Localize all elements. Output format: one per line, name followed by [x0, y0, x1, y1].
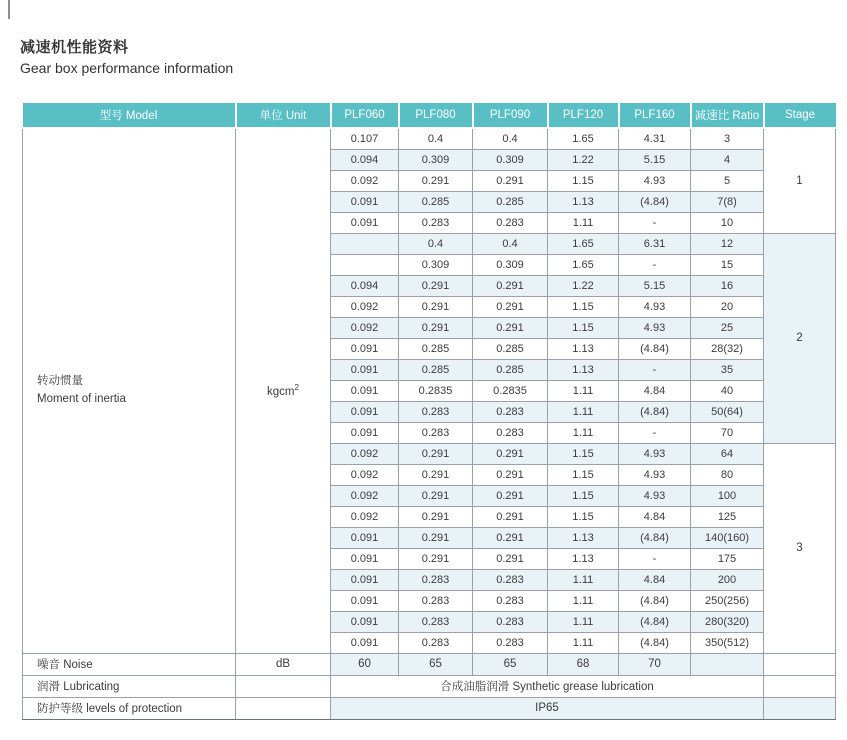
noise-unit: dB	[236, 653, 331, 675]
cell-plf120: 1.13	[548, 191, 619, 212]
cell-plf080: 0.291	[399, 548, 473, 569]
cell-plf120: 1.22	[548, 149, 619, 170]
cell-plf080: 0.2835	[399, 380, 473, 401]
cell-plf160: 4.93	[619, 296, 691, 317]
cell-plf090: 0.4	[473, 233, 548, 254]
header-cell-plf160: PLF160	[619, 103, 691, 128]
cell-plf060: 0.092	[331, 170, 399, 191]
cell-plf080: 0.291	[399, 506, 473, 527]
cell-plf160: 4.84	[619, 380, 691, 401]
cell-plf060: 0.092	[331, 443, 399, 464]
cell-plf160: 5.15	[619, 149, 691, 170]
cell-plf090: 0.283	[473, 611, 548, 632]
cell-plf080: 0.283	[399, 611, 473, 632]
lubricating-unit-empty	[236, 675, 331, 697]
cell-plf160: -	[619, 254, 691, 275]
cell-plf090: 0.283	[473, 590, 548, 611]
cell-plf160: (4.84)	[619, 191, 691, 212]
cell-plf090: 0.309	[473, 149, 548, 170]
cell-ratio: 175	[691, 548, 764, 569]
noise-value-plf120: 68	[548, 653, 619, 675]
cell-plf090: 0.283	[473, 569, 548, 590]
cell-plf080: 0.291	[399, 296, 473, 317]
cell-ratio: 35	[691, 359, 764, 380]
cell-plf120: 1.15	[548, 506, 619, 527]
cell-plf160: (4.84)	[619, 401, 691, 422]
cell-plf120: 1.13	[548, 359, 619, 380]
header-cell-unit: 单位 Unit	[236, 103, 331, 128]
cell-plf080: 0.4	[399, 128, 473, 149]
cell-ratio: 125	[691, 506, 764, 527]
cell-plf060: 0.094	[331, 275, 399, 296]
cell-ratio: 25	[691, 317, 764, 338]
cell-plf120: 1.13	[548, 548, 619, 569]
cell-plf160: (4.84)	[619, 527, 691, 548]
cell-ratio: 100	[691, 485, 764, 506]
cell-plf080: 0.285	[399, 338, 473, 359]
cell-plf090: 0.291	[473, 443, 548, 464]
unit-text: kgcm	[267, 386, 295, 399]
cell-ratio: 140(160)	[691, 527, 764, 548]
cell-ratio: 280(320)	[691, 611, 764, 632]
cell-plf080: 0.4	[399, 233, 473, 254]
cell-ratio: 64	[691, 443, 764, 464]
protection-stage-empty	[764, 697, 836, 719]
cell-ratio: 250(256)	[691, 590, 764, 611]
cell-plf120: 1.11	[548, 632, 619, 653]
cell-plf060: 0.091	[331, 401, 399, 422]
cell-plf060: 0.092	[331, 506, 399, 527]
cell-plf090: 0.291	[473, 317, 548, 338]
moment-of-inertia-label	[23, 128, 236, 653]
cell-plf090: 0.291	[473, 275, 548, 296]
cell-plf120: 1.11	[548, 611, 619, 632]
cell-plf160: 4.84	[619, 569, 691, 590]
cell-plf120: 1.11	[548, 569, 619, 590]
cell-ratio: 200	[691, 569, 764, 590]
header-row	[23, 103, 836, 128]
cell-plf080: 0.309	[399, 254, 473, 275]
lubricating-label: 润滑 Lubricating	[23, 675, 236, 697]
cell-ratio: 7(8)	[691, 191, 764, 212]
cell-plf160: 4.93	[619, 317, 691, 338]
cell-plf090: 0.291	[473, 170, 548, 191]
cell-plf080: 0.283	[399, 590, 473, 611]
noise-stage-empty	[764, 653, 836, 675]
lubricating-value: 合成油脂润滑 Synthetic grease lubrication	[331, 675, 764, 697]
cell-plf090: 0.291	[473, 296, 548, 317]
protection-label: 防护等级 levels of protection	[23, 697, 236, 719]
cell-plf160: 4.31	[619, 128, 691, 149]
moment-of-inertia-en: Moment of inertia	[37, 392, 126, 405]
stage-cell: 3	[764, 443, 836, 653]
cell-plf160: 4.93	[619, 485, 691, 506]
cell-plf120: 1.15	[548, 464, 619, 485]
cell-plf120: 1.11	[548, 422, 619, 443]
cell-plf160: -	[619, 548, 691, 569]
cell-plf120: 1.11	[548, 401, 619, 422]
cell-plf080: 0.283	[399, 212, 473, 233]
cell-plf160: -	[619, 422, 691, 443]
cell-plf060: 0.091	[331, 548, 399, 569]
noise-label: 噪音 Noise	[23, 653, 236, 675]
cell-ratio: 50(64)	[691, 401, 764, 422]
cell-plf080: 0.309	[399, 149, 473, 170]
cell-plf120: 1.15	[548, 317, 619, 338]
cell-plf120: 1.15	[548, 296, 619, 317]
cell-ratio: 70	[691, 422, 764, 443]
cell-plf120: 1.13	[548, 527, 619, 548]
cell-plf060: 0.091	[331, 569, 399, 590]
table-row	[23, 128, 836, 149]
cell-plf060: 0.091	[331, 632, 399, 653]
cell-plf090: 0.283	[473, 212, 548, 233]
cell-plf090: 0.283	[473, 422, 548, 443]
cell-plf060: 0.091	[331, 527, 399, 548]
cell-plf080: 0.283	[399, 401, 473, 422]
cell-plf090: 0.291	[473, 527, 548, 548]
cell-plf090: 0.291	[473, 485, 548, 506]
noise-value-plf160: 70	[619, 653, 691, 675]
cell-plf080: 0.291	[399, 170, 473, 191]
noise-value-plf060: 60	[331, 653, 399, 675]
cell-plf060: 0.091	[331, 359, 399, 380]
lubricating-stage-empty	[764, 675, 836, 697]
cell-plf080: 0.283	[399, 569, 473, 590]
protection-row	[23, 697, 836, 719]
cell-plf120: 1.11	[548, 590, 619, 611]
noise-value-plf090: 65	[473, 653, 548, 675]
cell-ratio: 350(512)	[691, 632, 764, 653]
cell-plf060: 0.094	[331, 149, 399, 170]
cell-plf090: 0.283	[473, 632, 548, 653]
cell-plf060	[331, 254, 399, 275]
cell-ratio: 4	[691, 149, 764, 170]
cell-plf120: 1.65	[548, 128, 619, 149]
cell-plf160: 4.93	[619, 170, 691, 191]
cell-plf090: 0.285	[473, 338, 548, 359]
cell-plf090: 0.291	[473, 506, 548, 527]
cell-plf160: (4.84)	[619, 338, 691, 359]
cell-plf090: 0.309	[473, 254, 548, 275]
performance-table-wrapper	[22, 103, 835, 720]
cell-plf160: 4.93	[619, 443, 691, 464]
cell-plf080: 0.291	[399, 443, 473, 464]
unit-superscript: 2	[294, 383, 299, 393]
cell-plf090: 0.291	[473, 548, 548, 569]
cell-plf090: 0.291	[473, 464, 548, 485]
cell-plf060: 0.091	[331, 380, 399, 401]
cell-plf090: 0.4	[473, 128, 548, 149]
header-cell-plf090: PLF090	[473, 103, 548, 128]
cell-plf160: (4.84)	[619, 632, 691, 653]
noise-ratio-empty	[691, 653, 764, 675]
cell-plf090: 0.2835	[473, 380, 548, 401]
cell-plf060: 0.091	[331, 212, 399, 233]
cell-plf080: 0.291	[399, 275, 473, 296]
page-edge-mark	[8, 0, 10, 19]
cell-plf060: 0.092	[331, 485, 399, 506]
performance-table	[22, 103, 836, 720]
cell-plf160: 4.93	[619, 464, 691, 485]
cell-plf060: 0.092	[331, 464, 399, 485]
header-cell-ratio: 减速比 Ratio	[691, 103, 764, 128]
cell-ratio: 80	[691, 464, 764, 485]
cell-plf160: -	[619, 359, 691, 380]
cell-plf160: 4.84	[619, 506, 691, 527]
cell-plf060: 0.091	[331, 338, 399, 359]
cell-plf120: 1.15	[548, 485, 619, 506]
cell-plf060	[331, 233, 399, 254]
unit-kgcm2	[236, 128, 331, 653]
page-title-en: Gear box performance information	[20, 60, 234, 76]
lubricating-row	[23, 675, 836, 697]
cell-plf060: 0.092	[331, 296, 399, 317]
cell-plf120: 1.13	[548, 338, 619, 359]
cell-plf120: 1.11	[548, 212, 619, 233]
cell-plf080: 0.285	[399, 359, 473, 380]
cell-plf160: (4.84)	[619, 611, 691, 632]
header-cell-plf120: PLF120	[548, 103, 619, 128]
cell-ratio: 40	[691, 380, 764, 401]
cell-plf080: 0.283	[399, 632, 473, 653]
cell-plf120: 1.11	[548, 380, 619, 401]
cell-ratio: 15	[691, 254, 764, 275]
protection-unit-empty	[236, 697, 331, 719]
cell-plf060: 0.091	[331, 422, 399, 443]
cell-plf060: 0.091	[331, 191, 399, 212]
cell-plf080: 0.291	[399, 527, 473, 548]
cell-ratio: 20	[691, 296, 764, 317]
cell-plf120: 1.22	[548, 275, 619, 296]
cell-plf090: 0.285	[473, 191, 548, 212]
header-cell-plf060: PLF060	[331, 103, 399, 128]
page-title-zh: 减速机性能资料	[20, 39, 129, 56]
noise-row	[23, 653, 836, 675]
cell-plf120: 1.15	[548, 443, 619, 464]
cell-plf160: 6.31	[619, 233, 691, 254]
cell-ratio: 5	[691, 170, 764, 191]
cell-ratio: 12	[691, 233, 764, 254]
cell-plf080: 0.285	[399, 191, 473, 212]
cell-plf080: 0.291	[399, 464, 473, 485]
stage-cell: 2	[764, 233, 836, 443]
noise-value-plf080: 65	[399, 653, 473, 675]
cell-ratio: 16	[691, 275, 764, 296]
moment-of-inertia-zh: 转动惯量	[37, 374, 83, 387]
cell-plf120: 1.65	[548, 233, 619, 254]
cell-plf160: (4.84)	[619, 590, 691, 611]
header-cell-plf080: PLF080	[399, 103, 473, 128]
stage-cell: 1	[764, 128, 836, 233]
cell-ratio: 3	[691, 128, 764, 149]
cell-plf160: -	[619, 212, 691, 233]
cell-plf080: 0.291	[399, 317, 473, 338]
cell-plf120: 1.65	[548, 254, 619, 275]
cell-plf060: 0.092	[331, 317, 399, 338]
cell-plf080: 0.291	[399, 485, 473, 506]
header-cell-stage: Stage	[764, 103, 836, 128]
cell-ratio: 10	[691, 212, 764, 233]
protection-value: IP65	[331, 697, 764, 719]
cell-plf120: 1.15	[548, 170, 619, 191]
cell-plf060: 0.091	[331, 590, 399, 611]
cell-plf090: 0.283	[473, 401, 548, 422]
cell-plf160: 5.15	[619, 275, 691, 296]
cell-plf080: 0.283	[399, 422, 473, 443]
cell-plf060: 0.107	[331, 128, 399, 149]
cell-plf090: 0.285	[473, 359, 548, 380]
header-cell-model: 型号 Model	[23, 103, 236, 128]
cell-ratio: 28(32)	[691, 338, 764, 359]
cell-plf060: 0.091	[331, 611, 399, 632]
